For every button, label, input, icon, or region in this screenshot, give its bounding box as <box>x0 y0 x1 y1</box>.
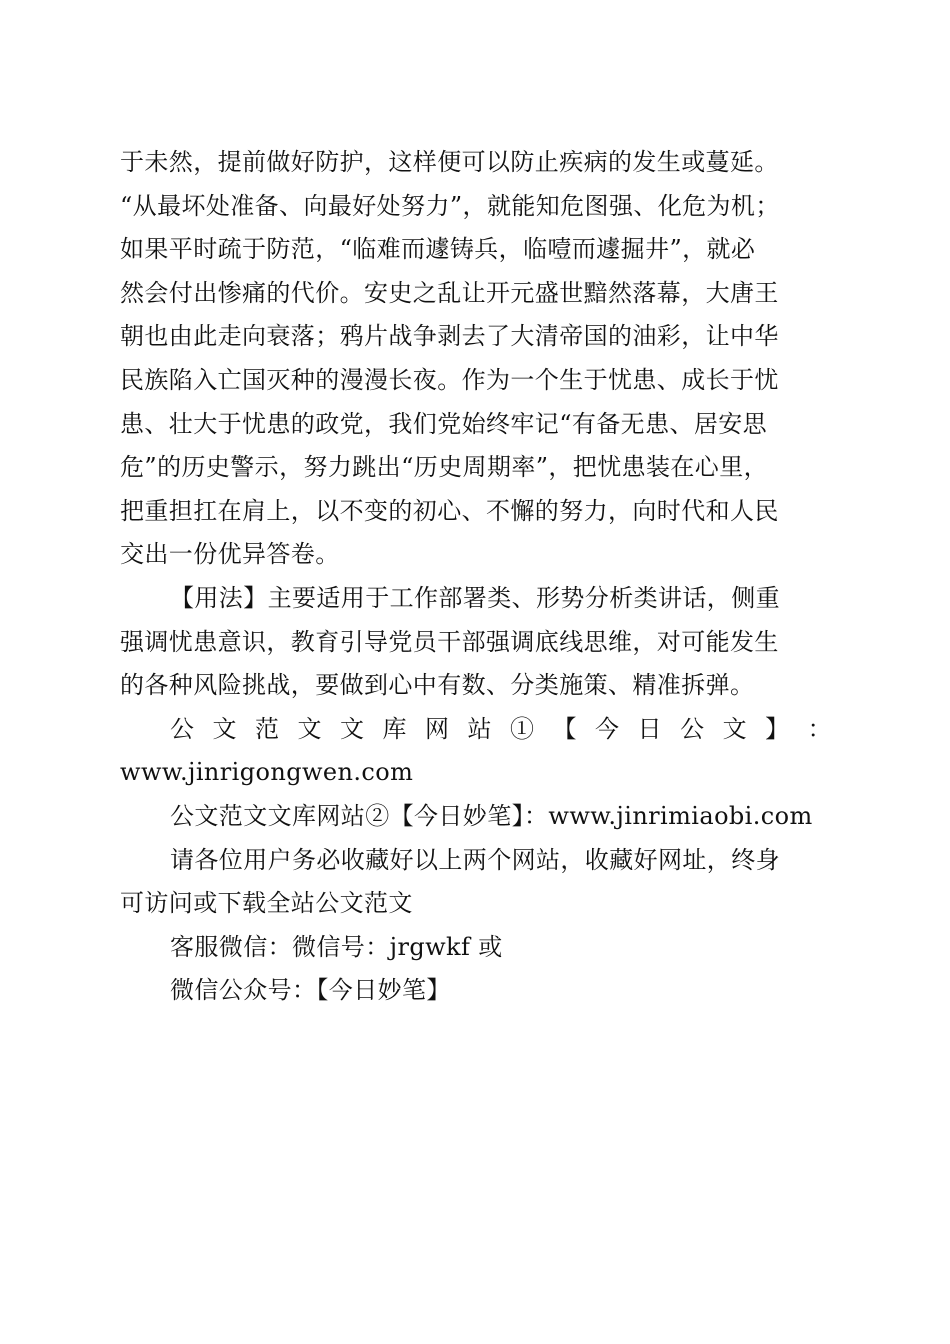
site1-url[interactable]: www.jinrigongwen.com <box>120 758 414 787</box>
body-line-2: “从最坏处准备、向最好处努力”，就能知危图强、化危为机； <box>120 191 780 220</box>
official-account-line: 微信公众号：【今日妙笔】 <box>170 976 451 1005</box>
body-line-9: 把重担扛在肩上，以不变的初心、不懈的努力，向时代和人民 <box>120 496 779 525</box>
document-body <box>120 141 832 1013</box>
body-line-4: 然会付出惨痛的代价。安史之乱让开元盛世黯然落幕，大唐王 <box>120 278 779 307</box>
usage-line-1: 【用法】主要适用于工作部署类、形势分析类讲话，侧重 <box>170 583 780 612</box>
body-line-7: 患、壮大于忧患的政党，我们党始终牢记“有备无患、居安思 <box>120 409 768 438</box>
site2-line[interactable]: 公文范文文库网站②【今日妙笔】：www.jinrimiaobi.com <box>170 801 813 830</box>
site1-label: 公 文 范 文 文 库 网 站 ① 【 今 日 公 文 】 ： <box>170 714 832 743</box>
notice-line-1: 请各位用户务必收藏好以上两个网站，收藏好网址，终身 <box>170 845 780 874</box>
notice-line-2: 可访问或下载全站公文范文 <box>120 889 413 918</box>
body-line-5: 朝也由此走向衰落；鸦片战争剥去了大清帝国的油彩，让中华 <box>120 322 779 351</box>
body-line-3: 如果平时疏于防范，“临难而遽铸兵，临噎而遽掘井”，就必 <box>120 235 756 264</box>
body-line-1: 于未然，提前做好防护，这样便可以防止疾病的发生或蔓延。 <box>120 148 779 176</box>
body-line-10: 交出一份优异答卷。 <box>120 540 340 569</box>
usage-line-3: 的各种风险挑战，要做到心中有数、分类施策、精准拆弹。 <box>120 671 755 700</box>
body-line-6: 民族陷入亡国灭种的漫漫长夜。作为一个生于忧患、成长于忧 <box>120 365 779 394</box>
usage-line-2: 强调忧患意识，教育引导党员干部强调底线思维，对可能发生 <box>120 627 779 656</box>
wechat-line: 客服微信：微信号：jrgwkf 或 <box>170 932 503 961</box>
body-line-8: 危”的历史警示，努力跳出“历史周期率”，把忧患装在心里， <box>120 453 769 482</box>
